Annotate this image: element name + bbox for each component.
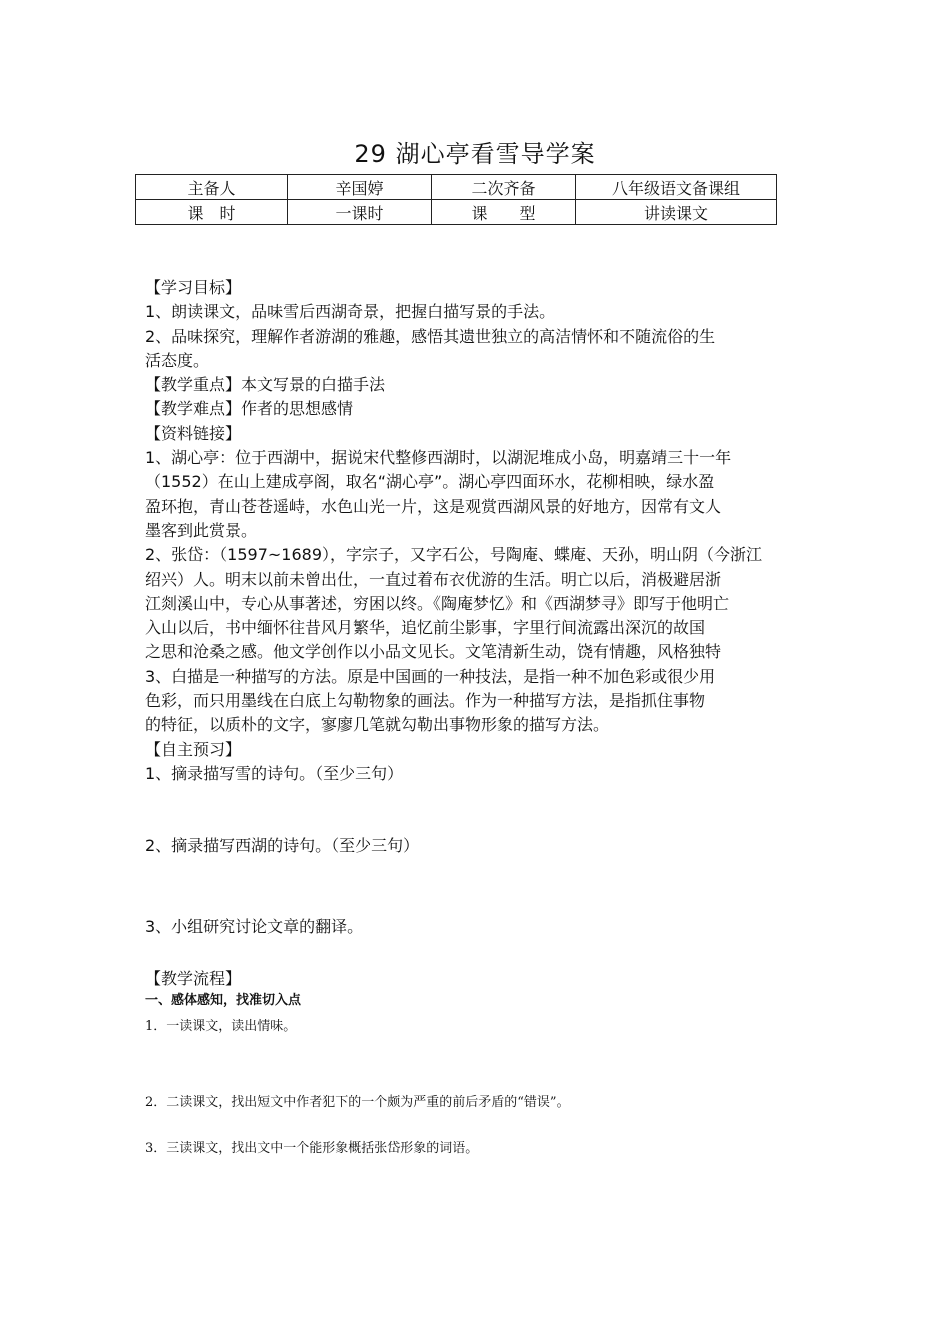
preview-question: 3、小组研究讨论文章的翻译。 [145,916,364,936]
resource-line: 盈环抱，青山苍苍遥峙，水色山光一片，这是观赏西湖风景的好地方，因常有文人 [145,496,722,516]
objective-line: 2、品味探究，理解作者游湖的雅趣，感悟其遗世独立的高洁情怀和不随流俗的生 [145,326,716,346]
answer-space [145,939,815,967]
content-body [145,276,815,1159]
process-step: 2．二读课文，找出短文中作者犯下的一个颇为严重的前后矛盾的“错误”。 [145,1095,570,1111]
resource-line: 入山以后，书中缅怀往昔风月繁华，追忆前尘影事，字里行间流露出深沉的故国 [145,618,706,638]
resource-line: 之思和沧桑之感。他文学创作以小品文见长。文笔清新生动，饶有情趣，风格独特 [145,642,722,662]
table-cell: 讲读课文 [576,200,777,225]
process-step: 3．三读课文，找出文中一个能形象概括张岱形象的词语。 [145,1141,479,1157]
resource-line: 绍兴）人。明末以前未曾出仕，一直过着布衣优游的生活。明亡以后，消极避居浙 [145,569,722,589]
resource-line: 3、白描是一种描写的方法。原是中国画的一种技法，是指一种不加色彩或很少用 [145,666,716,686]
table-cell: 课 型 [432,200,576,225]
key-point: 【教学重点】本文写景的白描手法 [145,375,386,395]
process-heading: 【教学流程】 [145,968,242,988]
resource-line: （1552）在山上建成亭阁，取名“湖心亭”。湖心亭四面环水，花柳相映，绿水盈 [145,472,715,492]
page-title: 29 湖心亭看雪导学案 [354,140,596,168]
answer-space [145,859,815,915]
resource-line: 墨客到此赏景。 [145,520,258,540]
answer-space [145,786,815,834]
process-step: 1．一读课文，读出情味。 [145,1019,297,1035]
table-cell: 一课时 [288,200,432,225]
table-row [136,200,777,225]
process-section: 一、感体感知，找准切入点 [145,993,302,1009]
table-row [136,175,777,200]
answer-space [145,1037,815,1093]
info-table [135,174,777,225]
preview-question: 2、摘录描写西湖的诗句。（至少三句） [145,836,420,856]
resource-line: 1、湖心亭：位于西湖中，据说宋代整修西湖时，以湖泥堆成小岛，明嘉靖三十一年 [145,448,732,468]
table-cell: 主备人 [136,175,288,200]
answer-space [145,1113,815,1139]
objective-line: 1、朗读课文，品味雪后西湖奇景，把握白描写景的手法。 [145,302,556,322]
resource-line: 的特征，以质朴的文字，寥廖几笔就勾勒出事物形象的描写方法。 [145,715,610,735]
table-cell: 辛国婷 [288,175,432,200]
objectives-heading: 【学习目标】 [145,278,242,297]
table-cell: 八年级语文备课组 [576,175,777,200]
resource-line: 江剡溪山中，专心从事著述，穷困以终。《陶庵梦忆》和《西湖梦寻》即写于他明亡 [145,593,730,613]
table-cell: 二次齐备 [432,175,576,200]
difficulty: 【教学难点】作者的思想感情 [145,399,354,419]
table-cell: 课 时 [136,200,288,225]
resource-line: 色彩，而只用墨线在白底上勾勒物象的画法。作为一种描写方法，是指抓住事物 [145,691,706,711]
resources-heading: 【资料链接】 [145,423,242,443]
preview-question: 1、摘录描写雪的诗句。（至少三句） [145,763,404,783]
objective-line: 活态度。 [145,350,210,370]
preview-heading: 【自主预习】 [145,739,242,759]
resource-line: 2、张岱：（1597~1689），字宗子，又字石公，号陶庵、蝶庵、天孙，明山阴（今浙江 [145,545,763,565]
